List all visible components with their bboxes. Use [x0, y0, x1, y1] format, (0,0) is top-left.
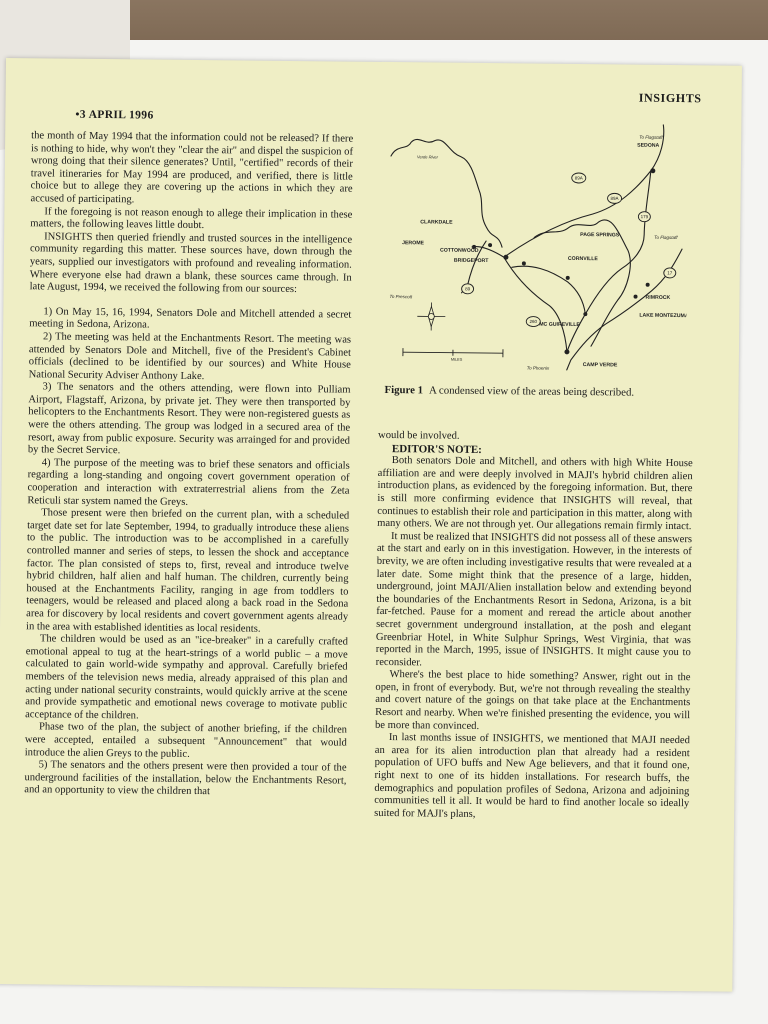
paragraph: 5) The senators and the others present were then provided a tour of the underground facilities of the installation, below the Enchantments Resort, and an opportunity to view the children that	[24, 759, 347, 798]
map-label: LAKE MONTEZUMA	[639, 312, 689, 320]
paragraph: It must be realized that INSIGHTS did not possess all of these answers at the start and early on in this investigation. However, in the interests of brevity, we are often including investigative results that were revealed at a later date. Some might think that the presence of a large, hidden, underground, joint MAJI/Alien installation below and extending beyond the boundaries of the Enchantments Resort in Sedona, Arizona, is a bit far-fetched. Pause for a moment and reread the article about another secret government underground installation, at the posh and elegant Greenbriar Hotel, in White Sulphur Springs, West Virginia, that was reported in the March, 1995, issue of INSIGHTS. It might cause you to reconsider.	[375, 530, 693, 669]
map-label: CORNVILLE	[567, 255, 598, 263]
map-label: MC GUIREVILLE	[539, 321, 580, 329]
cornville-road-line	[511, 266, 585, 314]
shield-89a-label: 89A	[574, 175, 583, 181]
paragraph: the month of May 1994 that the information could not be released? If there is nothing to hide, why won't they "clear the air" and dispel the suspicion of wrong doing that their silence generates? Until, "certified" records of their travel itineraries for May 1994 are produced, and verified, there is little choice but to allege they are covering up the actions in which they are accused of participating.	[30, 130, 354, 206]
paragraph: INSIGHTS then queried friendly and trusted sources in the intelligence community regarding this matter. These sources have, down through the years, supplied our investigators with profound and revealing information. Where everyone else had drawn a blank, these sources came through. In late August, 1994, we received the following from our sources:	[29, 231, 353, 296]
shield-179-label: 179	[640, 214, 649, 220]
compass-rose-icon	[417, 302, 445, 330]
verde-river-line	[390, 139, 503, 247]
shield-17-label: 17	[667, 270, 673, 276]
shield-89-label: 89	[465, 286, 471, 292]
map-label: CLARKDALE	[420, 219, 453, 226]
shield-89a-label: 89A	[610, 195, 619, 201]
figure-caption	[384, 384, 684, 399]
map-label: To Flagstaff	[654, 234, 678, 241]
left-column	[24, 130, 353, 800]
shield-260-label: 260	[529, 318, 538, 325]
map-label: JEROME	[402, 240, 425, 247]
paragraph: Phase two of the plan, the subject of another briefing, if the children were accepted, entailed a subsequent "Announcement" that would introduce the alien Greys to the public.	[24, 721, 348, 760]
scale-label: MILES	[450, 357, 463, 362]
paragraph: Both senators Dole and Mitchell, and others with high White House affiliation are and were deeply involved in MAJI's hybrid children alien introduction plans, as evidenced by the foregoing information. But, there is still more confirming evidence that INSIGHTS will reveal, that continues to establish their role and participation in this matter, along with many others. We are not through yet. Our allegations remain firmly intact.	[377, 455, 693, 533]
map-label: RIMROCK	[645, 294, 671, 301]
paragraph: would be involved.	[378, 429, 460, 442]
map-label: BRIDGEPORT	[453, 257, 489, 265]
paragraph: 4) The purpose of the meeting was to brief these senators and officials regarding a long-standing and ongoing covert government operation of cooperation and interaction with extraterrestrial aliens from the Zeta Reticuli star system named the Greys.	[27, 457, 350, 508]
paragraph: 2) The meeting was held at the Enchantments Resort. The meeting was attended by Senators Dole and Mitchell, five of the President's Cabinet officials (declined to be identified by our sources) and White House National Security Adviser Anthony Lake.	[28, 331, 352, 382]
newsletter-page	[0, 58, 742, 992]
paragraph: Where's the best place to hide something? Answer, right out in the open, in front of everybody. But, we're not through revealing the stealthy and covert nature of the goings on that take place at the Enchantments Resort and nearby. When we're finished presenting the evidence, you will be more than convinced.	[374, 669, 691, 732]
map-label: Verde River	[416, 154, 438, 160]
area-map	[381, 116, 689, 382]
map-label: SEDONA	[637, 142, 660, 149]
paragraph: 3) The senators and the others attending, were flown into Pulliam Airport, Flagstaff, Arizona, by private jet. They were then transported by helicopters to the Enchantments Resort. They were non-registered guests as were the others attending. The group was lodged in a secured area of the resort, away from public exposure. Security was arrainged for and provided by the Secret Service.	[27, 381, 351, 457]
figure-caption-text: A condensed view of the areas being described.	[428, 384, 635, 399]
publication-title: INSIGHTS	[638, 90, 702, 106]
paragraph: The children would be used as an "ice-breaker" in a carefully crafted emotional appeal to tug at the heart-strings of a world public – a move calculated to gain world-wide sympathy and approval. Carefully briefed members of the television news media, already appraised of this plan and acting under national security constraints, would quickly arrive at the scene and provide sympathetic and emotional news coverage to motivate public acceptance of the children.	[25, 633, 348, 722]
paragraph: 1) On May 15, 16, 1994, Senators Dole and Mitchell attended a secret meeting in Sedona, Arizona.	[29, 306, 352, 331]
highway-260-line	[503, 257, 568, 352]
map-label: CAMP VERDE	[582, 362, 618, 369]
paragraph: Those present were then briefed on the current plan, with a scheduled target date set for late September, 1994, to gradually introduce these aliens to the public. The introduction was to be accomplished in a carefully controlled manner and series of steps, to lessen the shock and acceptance factor. The plan consisted of steps to, first, reveal and introduce twelve hybrid children, half alien and half human. The children, currently being housed at the Enchantments Facility, ranging in age from toddlers to teenagers, would be released and placed along a back road in the Sedona area for discovery by local residents and covert government agents already in the area with established identities as local residents.	[25, 507, 350, 635]
scale-bar	[403, 348, 503, 357]
map-label: COTTONWOOD	[439, 247, 479, 254]
right-column	[374, 430, 693, 824]
paragraph: If the foregoing is not reason enough to allege their implication in these matters, the following leaves little doubt.	[30, 205, 353, 232]
map-label: To Prescott	[389, 294, 413, 300]
editors-note-heading: EDITOR'S NOTE:	[391, 442, 482, 456]
map-label: To Phoenix	[526, 365, 550, 371]
issue-date: •3 APRIL 1996	[75, 108, 154, 122]
figure-label: Figure 1	[384, 383, 424, 397]
paragraph: In last months issue of INSIGHTS, we mentioned that MAJI needed an area for its alien introduction plan that already had a resident population of UFO buffs and New Age believers, and that it found one, right next to one of its hidden installations. For research buffs, the demographics and population profiles of Sedona, Arizona and adjoining communities tell it all. It would be hard to find another locale so ideally suited for MAJI's plans,	[374, 732, 690, 820]
map-label: PAGE SPRINGS	[580, 232, 620, 239]
map-label: To Flagstaff	[639, 134, 663, 140]
